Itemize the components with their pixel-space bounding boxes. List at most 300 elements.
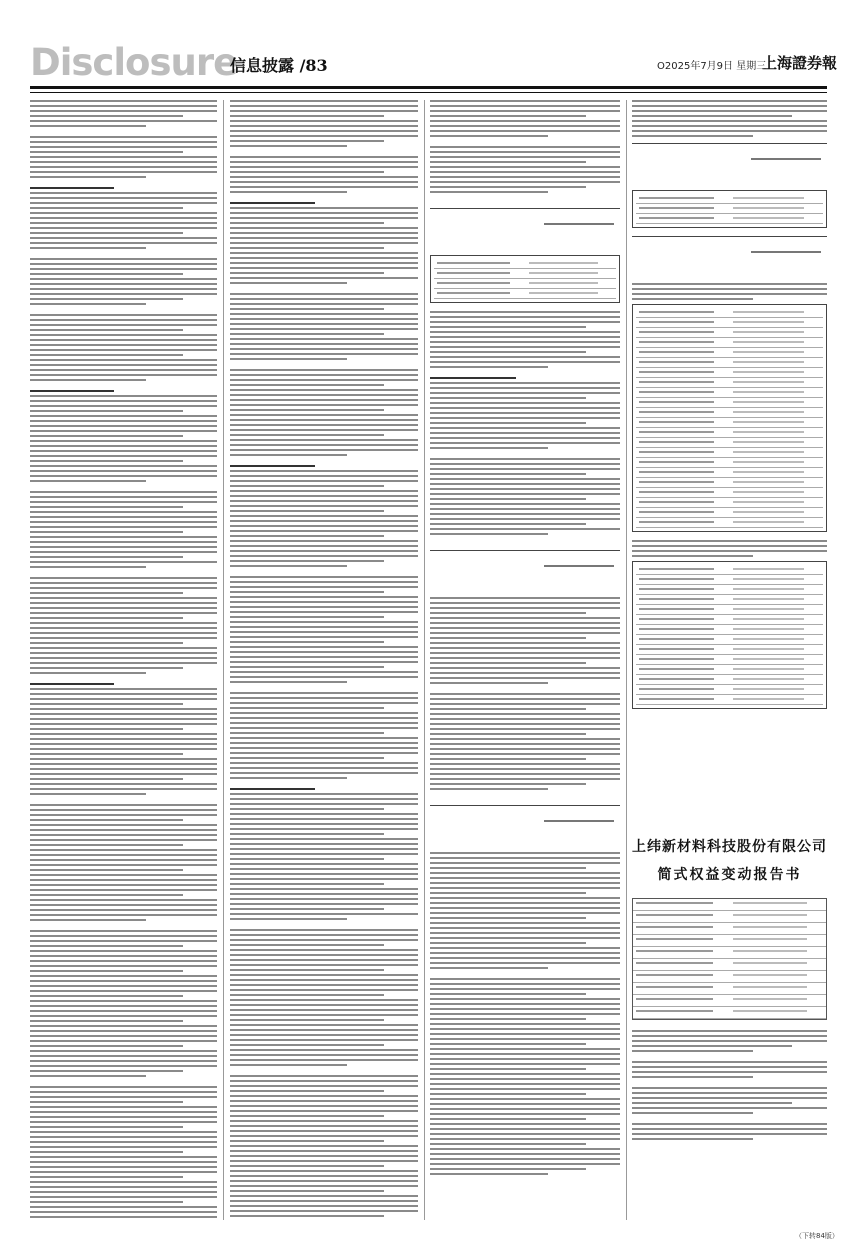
text-line [430, 852, 620, 854]
text-line [430, 468, 620, 470]
text-line [30, 1050, 217, 1052]
form-row [636, 645, 823, 655]
form-row [636, 508, 823, 518]
text-line [230, 156, 418, 158]
text-line [230, 282, 347, 284]
text-line [430, 336, 620, 338]
text-line [230, 692, 418, 694]
text-line [30, 161, 217, 163]
text-line [30, 303, 146, 305]
section-wordmark: Disclosure [30, 41, 238, 84]
text-line [30, 753, 183, 755]
text-line [430, 100, 620, 102]
text-line [230, 772, 418, 774]
text-line [230, 135, 418, 137]
text-line [632, 1045, 792, 1047]
form-table [632, 304, 827, 532]
text-line [430, 437, 620, 439]
text-line [30, 657, 217, 659]
text-line [30, 854, 217, 856]
text-line [230, 626, 418, 628]
text-line [430, 768, 620, 770]
text-line [430, 713, 620, 715]
text-line [230, 308, 384, 310]
text-line [230, 1080, 418, 1082]
text-line [230, 1175, 418, 1177]
text-line [30, 445, 217, 447]
text-line [30, 1196, 217, 1198]
text-line [230, 959, 418, 961]
text-line [30, 1206, 217, 1208]
form-row [636, 214, 823, 224]
text-line [30, 758, 217, 760]
text-line [230, 1180, 418, 1182]
text-line [230, 823, 418, 825]
text-line [430, 967, 548, 969]
text-line [430, 857, 620, 859]
form-row [636, 665, 823, 675]
text-line [30, 329, 183, 331]
text-line [430, 998, 620, 1000]
text-line [430, 917, 586, 919]
text-line [230, 1064, 347, 1066]
text-line [30, 217, 217, 219]
text-line [430, 778, 620, 780]
article-column-1 [30, 100, 217, 1220]
text-line [230, 651, 418, 653]
text-line [230, 202, 315, 204]
text-line [230, 348, 418, 350]
text-line [430, 698, 620, 700]
text-line [30, 919, 146, 921]
text-line [430, 432, 620, 434]
text-line [632, 110, 827, 112]
text-line [430, 1138, 620, 1140]
text-line [30, 864, 217, 866]
text-line [30, 556, 183, 558]
text-line [430, 1053, 620, 1055]
text-line [30, 268, 217, 270]
text-line [30, 733, 217, 735]
text-line [632, 120, 827, 122]
text-line [230, 712, 418, 714]
text-line [230, 873, 418, 875]
text-line [230, 858, 384, 860]
text-line [430, 387, 620, 389]
text-line [230, 1085, 418, 1087]
text-line [230, 125, 418, 127]
text-line [30, 602, 217, 604]
text-line [632, 1107, 827, 1109]
text-line [230, 1155, 418, 1157]
text-line [230, 1029, 418, 1031]
text-line [230, 661, 418, 663]
text-line [30, 450, 217, 452]
text-line [430, 1168, 586, 1170]
text-line [30, 667, 183, 669]
text-line [430, 110, 620, 112]
text-line [230, 530, 418, 532]
text-line [230, 586, 418, 588]
text-line [430, 1088, 620, 1090]
text-line [430, 763, 620, 765]
text-line [430, 1133, 620, 1135]
text-line [30, 293, 217, 295]
text-line [30, 960, 217, 962]
form-row [636, 695, 823, 705]
text-line [30, 1000, 217, 1002]
text-line [230, 130, 418, 132]
text-line [30, 1126, 183, 1128]
text-line [30, 1166, 217, 1168]
text-line [430, 703, 620, 705]
signature-block [632, 236, 827, 277]
text-line [230, 676, 418, 678]
text-line [230, 353, 418, 355]
text-line [230, 409, 384, 411]
form-row [636, 575, 823, 585]
text-line [230, 166, 418, 168]
text-line [30, 369, 217, 371]
text-line [632, 1123, 827, 1125]
text-line [30, 288, 217, 290]
form-table [632, 561, 827, 709]
text-line [30, 1121, 217, 1123]
text-line [632, 1040, 827, 1042]
text-line [30, 693, 217, 695]
text-line [30, 491, 217, 493]
report-info-row [633, 959, 826, 971]
text-line [430, 1093, 586, 1095]
text-line [230, 1205, 418, 1207]
text-line [30, 950, 217, 952]
text-line [230, 666, 384, 668]
text-line [430, 1098, 620, 1100]
text-line [230, 581, 418, 583]
continuation-note: （下转84版） [795, 1232, 839, 1240]
text-line [30, 536, 217, 538]
text-line [230, 777, 347, 779]
text-line [30, 319, 217, 321]
text-line [30, 526, 217, 528]
text-line [30, 728, 183, 730]
text-line [230, 257, 418, 259]
text-line [30, 723, 217, 725]
text-line [430, 1103, 620, 1105]
text-line [430, 753, 620, 755]
text-line [30, 1191, 217, 1193]
text-line [230, 818, 418, 820]
text-line [30, 1091, 217, 1093]
text-line [30, 1075, 146, 1077]
text-line [430, 912, 620, 914]
text-line [230, 918, 347, 920]
text-line [230, 707, 384, 709]
form-row [636, 595, 823, 605]
form-row [636, 308, 823, 318]
form-row [636, 204, 823, 214]
text-line [30, 708, 217, 710]
form-row [636, 615, 823, 625]
text-line [230, 176, 418, 178]
text-line [230, 1105, 418, 1107]
text-line [30, 1070, 183, 1072]
newspaper-logo: 上海證券報 [762, 54, 838, 72]
text-line [30, 566, 146, 568]
text-line [230, 646, 418, 648]
text-line [230, 767, 418, 769]
text-line [632, 283, 827, 285]
text-line [230, 1019, 384, 1021]
text-line [230, 576, 418, 578]
text-line [230, 525, 418, 527]
text-line [30, 1055, 217, 1057]
text-line [632, 105, 827, 107]
text-line [30, 1005, 217, 1007]
text-line [30, 105, 217, 107]
text-line [30, 1211, 217, 1213]
form-row [636, 358, 823, 368]
text-line [30, 768, 217, 770]
report-info-row [633, 983, 826, 995]
text-line [230, 989, 418, 991]
text-line [230, 934, 418, 936]
text-line [230, 293, 418, 295]
text-line [30, 1065, 217, 1067]
text-line [230, 358, 347, 360]
text-line [230, 1014, 418, 1016]
form-row [636, 418, 823, 428]
text-line [230, 656, 418, 658]
text-line [632, 1138, 753, 1140]
text-line [430, 135, 548, 137]
text-line [230, 1145, 418, 1147]
text-line [230, 888, 418, 890]
text-line [632, 130, 827, 132]
text-line [30, 1186, 217, 1188]
text-line [30, 889, 217, 891]
text-line [430, 442, 620, 444]
text-line [430, 1153, 620, 1155]
text-line [30, 914, 217, 916]
text-line [230, 1100, 418, 1102]
text-line [230, 1185, 418, 1187]
text-line [30, 151, 183, 153]
text-line [30, 516, 217, 518]
text-line [30, 395, 217, 397]
text-line [230, 913, 418, 915]
text-line [230, 338, 418, 340]
text-line [230, 414, 418, 416]
text-line [430, 748, 620, 750]
text-line [30, 390, 114, 392]
text-line [230, 480, 418, 482]
signature-block [430, 805, 620, 846]
company-name: 上纬新材料科技股份有限公司 [632, 839, 827, 855]
text-line [430, 723, 620, 725]
text-line [30, 1176, 183, 1178]
text-line [632, 1030, 827, 1032]
text-line [30, 136, 217, 138]
text-line [430, 882, 620, 884]
text-line [230, 1120, 418, 1122]
text-line [230, 1160, 418, 1162]
text-line [230, 500, 418, 502]
text-line [230, 601, 418, 603]
text-line [632, 1128, 827, 1130]
text-line [30, 146, 217, 148]
text-line [30, 814, 217, 816]
text-line [30, 1030, 217, 1032]
text-line [430, 617, 620, 619]
text-line [30, 955, 217, 957]
text-line [30, 627, 217, 629]
text-line [230, 863, 418, 865]
text-line [430, 341, 620, 343]
text-line [230, 742, 418, 744]
text-line [30, 1101, 183, 1103]
text-line [230, 803, 418, 805]
text-line [632, 1097, 827, 1099]
report-title: 简式权益变动报告书 [657, 867, 802, 883]
text-line [430, 902, 620, 904]
text-line [230, 520, 418, 522]
text-line [430, 161, 586, 163]
text-line [30, 465, 217, 467]
text-line [430, 508, 620, 510]
text-line [30, 531, 183, 533]
text-line [230, 908, 384, 910]
text-line [30, 1015, 217, 1017]
text-line [230, 1195, 418, 1197]
text-line [430, 978, 620, 980]
text-line [30, 1151, 183, 1153]
text-line [430, 377, 516, 379]
text-line [30, 334, 217, 336]
text-line [230, 727, 418, 729]
form-row [636, 348, 823, 358]
text-line [632, 1087, 827, 1089]
text-line [30, 561, 217, 563]
text-line [230, 616, 384, 618]
text-line [30, 975, 217, 977]
form-row [636, 328, 823, 338]
text-line [30, 763, 217, 765]
text-line [230, 903, 418, 905]
text-line [430, 120, 620, 122]
text-line [430, 718, 620, 720]
text-line [30, 344, 217, 346]
text-line [230, 449, 418, 451]
text-line [230, 565, 347, 567]
text-line [230, 641, 384, 643]
text-line [230, 878, 418, 880]
text-line [230, 999, 418, 1001]
text-line [230, 671, 418, 673]
form-row [636, 428, 823, 438]
text-line [430, 1033, 620, 1035]
text-line [632, 1102, 792, 1104]
text-line [430, 311, 620, 313]
text-line [30, 909, 217, 911]
text-line [230, 115, 384, 117]
form-row [636, 318, 823, 328]
form-row [636, 565, 823, 575]
text-line [230, 105, 418, 107]
text-line [30, 242, 217, 244]
text-line [30, 207, 183, 209]
text-line [230, 722, 418, 724]
text-line [230, 145, 347, 147]
report-info-row [633, 899, 826, 911]
text-line [30, 718, 217, 720]
text-line [30, 990, 217, 992]
text-line [30, 227, 217, 229]
text-line [230, 1170, 418, 1172]
text-line [30, 415, 217, 417]
text-line [30, 1136, 217, 1138]
text-line [632, 545, 827, 547]
text-line [430, 146, 620, 148]
text-line [430, 1048, 620, 1050]
form-row [636, 468, 823, 478]
signature-block [430, 208, 620, 249]
text-line [230, 560, 384, 562]
text-line [30, 773, 217, 775]
text-line [30, 940, 217, 942]
text-line [230, 120, 418, 122]
text-line [30, 642, 183, 644]
text-line [30, 506, 183, 508]
text-line [230, 631, 418, 633]
text-line [30, 197, 217, 199]
text-line [30, 965, 217, 967]
text-line [430, 402, 620, 404]
text-line [230, 848, 418, 850]
issue-date: O2025年7月9日 星期三 [657, 61, 767, 72]
text-line [30, 110, 217, 112]
text-line [430, 607, 620, 609]
text-line [30, 849, 217, 851]
text-line [230, 100, 418, 102]
text-line [230, 399, 418, 401]
text-line [230, 262, 418, 264]
text-line [230, 242, 418, 244]
text-line [632, 1133, 827, 1135]
text-line [230, 994, 384, 996]
text-line [430, 356, 620, 358]
text-line [30, 176, 146, 178]
text-line [30, 120, 217, 122]
text-line [30, 1010, 217, 1012]
text-line [230, 272, 384, 274]
text-line [30, 273, 183, 275]
text-line [430, 907, 620, 909]
text-line [430, 171, 620, 173]
text-line [430, 708, 586, 710]
form-row [636, 605, 823, 615]
text-line [230, 217, 418, 219]
text-line [430, 1043, 586, 1045]
text-line [30, 894, 183, 896]
text-line [30, 470, 217, 472]
text-line [230, 596, 418, 598]
form-row [434, 289, 616, 299]
text-line [230, 1054, 418, 1056]
text-line [30, 617, 183, 619]
text-line [230, 606, 418, 608]
text-line [430, 657, 620, 659]
